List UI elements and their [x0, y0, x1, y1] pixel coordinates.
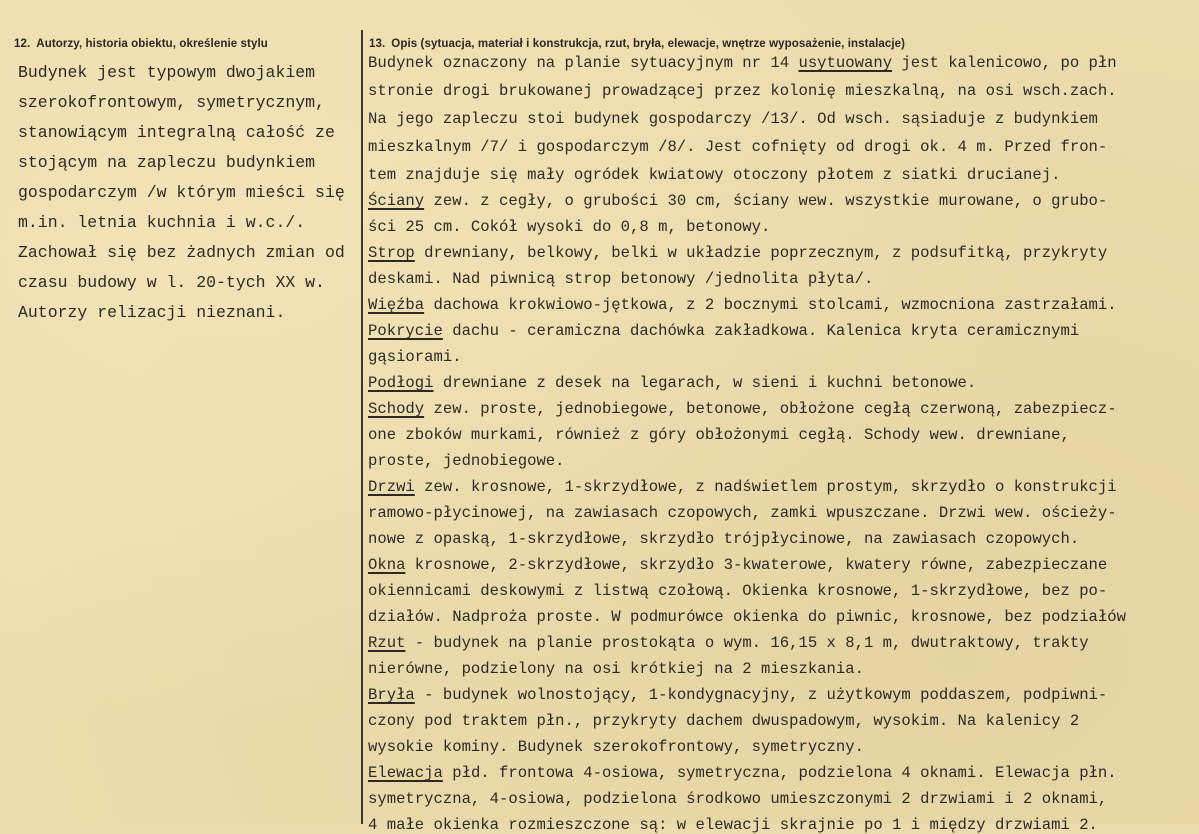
section-12-line: m.in. letnia kuchnia i w.c./. [18, 213, 306, 232]
section-13-line [368, 82, 1117, 100]
line-text: krosnowe, 2-skrzydłowe, skrzydło 3-kwaterowe, kwatery równe, zabezpieczane [405, 556, 1108, 574]
line-text: gąsiorami. [368, 348, 462, 366]
line-text: okiennicami deskowymi z listwą czołową. Okienka krosnowe, 1-skrzydłowe, bez po- [368, 582, 1108, 600]
line-text: dachu - ceramiczna dachówka zakładkowa. Kalenica kryta ceramicznymi [442, 322, 1080, 340]
line-text: one zboków murkami, również z góry obłożonymi cegłą. Schody wew. drewniane, [368, 426, 1070, 444]
line-text: deskami. Nad piwnicą strop betonowy /jednolita płyta/. [368, 270, 874, 288]
underlined-heading-word: Strop [368, 244, 415, 262]
line-text: dachowa krokwiowo-jętkowa, z 2 bocznymi stolcami, wzmocniona zastrzałami. [424, 296, 1117, 314]
line-text: - budynek wolnostojący, 1-kondygnacyjny, z użytkowym poddaszem, podpiwni- [414, 686, 1108, 704]
section-12-line: gospodarczym /w którym mieści się [18, 183, 345, 202]
section-12-line: stanowiącym integralną całość ze [18, 123, 335, 142]
section-12-line: czasu budowy w l. 20-tych XX w. [18, 273, 325, 292]
underlined-heading-word: Pokrycie [368, 322, 443, 340]
line-text: ramowo-płycinowej, na zawiasach czopowych, zamki wpuszczane. Drzwi wew. ościeży- [368, 504, 1117, 522]
section-13-line [368, 110, 1098, 128]
section-13-title: Opis (sytuacja, materiał i konstrukcja, rzut, bryła, elewacje, wnętrze wyposażenie, instalacje) [391, 38, 906, 50]
line-text: ści 25 cm. Cokół wysoki do 0,8 m, betonowy. [368, 218, 771, 236]
section-13-line [368, 634, 1089, 652]
line-text: 4 małe okienka rozmieszczone są: w elewacji skrajnie po 1 i między drzwiami 2. [368, 816, 1098, 834]
line-text: zew. proste, jednobiegowe, betonowe, obłożone cegłą czerwoną, zabezpiecz- [424, 400, 1117, 418]
underlined-heading-word: usytuowany [798, 54, 893, 72]
section-13-header [369, 38, 905, 50]
section-12-line: stojącym na zapleczu budynkiem [18, 153, 316, 172]
section-13-line [368, 322, 1079, 340]
section-13-line [368, 54, 1117, 72]
section-13-line [368, 218, 770, 236]
line-text: płd. frontowa 4-osiowa, symetryczna, podzielona 4 oknami. Elewacja płn. [442, 764, 1117, 782]
section-13-line [368, 478, 1117, 496]
section-13-line [368, 270, 873, 288]
section-13-line [368, 686, 1107, 704]
line-text: działów. Nadproża proste. W podmurówce okienka do piwnic, krosnowe, bez podziałów [368, 608, 1126, 626]
section-13-line [368, 582, 1107, 600]
line-text: Na jego zapleczu stoi budynek gospodarczy /13/. Od wsch. sąsiaduje z budynkiem [368, 110, 1098, 128]
section-13-line [368, 738, 864, 756]
line-text: mieszkalnym /7/ i gospodarczym /8/. Jest cofnięty od drogi ok. 4 m. Przed fron- [368, 138, 1108, 156]
section-12-header [14, 38, 268, 50]
underlined-heading-word: Rzut [368, 634, 406, 652]
underlined-heading-word: Podłogi [368, 374, 434, 392]
line-text: zew. krosnowe, 1-skrzydłowe, z nadświetlem prostym, skrzydło o konstrukcji [414, 478, 1117, 496]
section-13-line [368, 138, 1107, 156]
section-13-line [368, 296, 1117, 314]
line-text: nowe z opaską, 1-skrzydłowe, skrzydło trójpłycinowe, na zawiasach czopowych. [368, 530, 1080, 548]
section-12-line: szerokofrontowym, symetrycznym, [18, 93, 325, 112]
underlined-heading-word: Drzwi [368, 478, 415, 496]
section-12-line: Budynek jest typowym dwojakiem [18, 63, 316, 82]
section-12-line: Autorzy relizacji nieznani. [18, 303, 286, 322]
line-text: wysokie kominy. Budynek szerokofrontowy, symetryczny. [368, 738, 864, 756]
section-13-line [368, 400, 1117, 418]
underlined-heading-word: Okna [368, 556, 406, 574]
line-text: - budynek na planie prostokąta o wym. 16,15 x 8,1 m, dwutraktowy, trakty [405, 634, 1089, 652]
line-text: nierówne, podzielony na osi krótkiej na 2 mieszkania. [368, 660, 864, 678]
line-text: drewniane z desek na legarach, w sieni i kuchni betonowe. [433, 374, 977, 392]
section-13-line [368, 166, 1060, 184]
section-13-line [368, 504, 1117, 522]
section-12-title: Autorzy, historia obiektu, określenie stylu [36, 38, 268, 50]
section-13-line [368, 192, 1107, 210]
underlined-heading-word: Elewacja [368, 764, 443, 782]
underlined-heading-word: Więźba [368, 296, 425, 314]
section-13-line [368, 764, 1117, 782]
section-13-number: 13. [369, 38, 386, 50]
section-13-line [368, 712, 1079, 730]
line-text: tem znajduje się mały ogródek kwiatowy otoczony płotem z siatki drucianej. [368, 166, 1061, 184]
section-13-line [368, 530, 1079, 548]
section-12-line: Zachował się bez żadnych zmian od [18, 243, 345, 262]
section-13-line [368, 426, 1070, 444]
section-13-line [368, 556, 1107, 574]
section-13-line [368, 374, 976, 392]
section-12-number: 12. [14, 38, 31, 50]
section-13-line [368, 816, 1098, 834]
line-text: jest kalenicowo, po płn [892, 54, 1117, 72]
line-text: drewniany, belkowy, belki w układzie poprzecznym, z podsufitką, przykryty [414, 244, 1108, 262]
underlined-heading-word: Schody [368, 400, 425, 418]
underlined-heading-word: Bryła [368, 686, 415, 704]
column-divider [361, 30, 363, 824]
line-text: stronie drogi brukowanej prowadzącej przez kolonię mieszkalną, na osi wsch.zach. [368, 82, 1117, 100]
section-13-line [368, 660, 864, 678]
line-text: czony pod traktem płn., przykryty dachem dwuspadowym, wysokim. Na kalenicy 2 [368, 712, 1080, 730]
line-text: zew. z cegły, o grubości 30 cm, ściany wew. wszystkie murowane, o grubo- [424, 192, 1108, 210]
underlined-heading-word: Ściany [368, 192, 425, 210]
line-text: symetryczna, 4-osiowa, podzielona środkowo umieszczonymi 2 drzwiami i 2 oknami, [368, 790, 1108, 808]
section-13-line [368, 244, 1107, 262]
line-text: proste, jednobiegowe. [368, 452, 565, 470]
section-13-line [368, 608, 1126, 626]
section-13-line [368, 348, 462, 366]
line-text: Budynek oznaczony na planie sytuacyjnym nr 14 [368, 54, 799, 72]
section-13-line [368, 790, 1107, 808]
section-13-line [368, 452, 565, 470]
